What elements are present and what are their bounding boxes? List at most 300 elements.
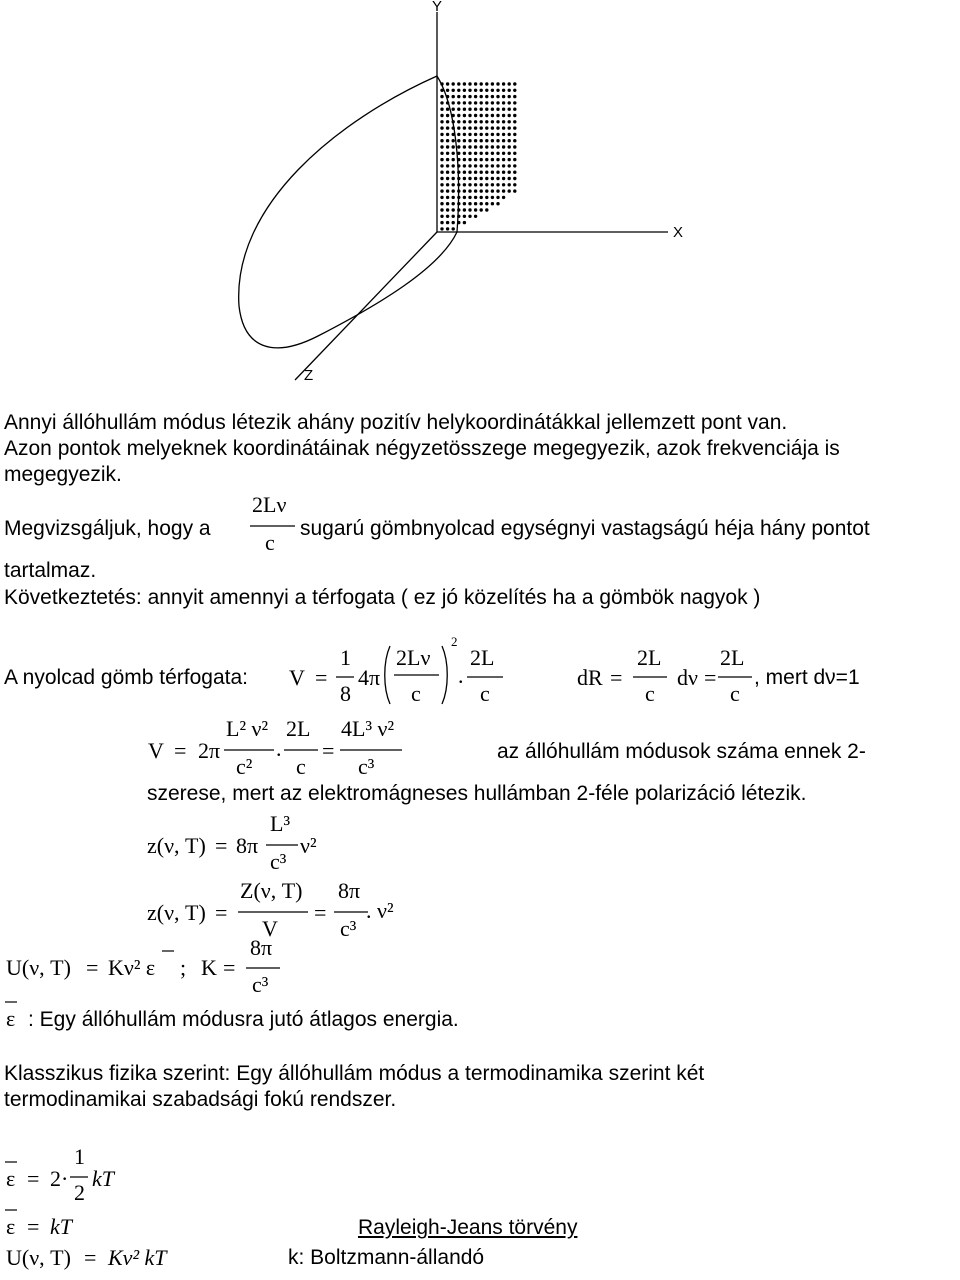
z-axis-line (295, 232, 437, 380)
lattice-point (468, 101, 471, 104)
lattice-point (440, 221, 443, 224)
lattice-point (496, 158, 499, 161)
lattice-point (485, 133, 488, 136)
lattice-point (446, 189, 449, 192)
lattice-point (474, 208, 477, 211)
final-half-num: 1 (74, 1144, 85, 1169)
lattice-point (474, 171, 477, 174)
lattice-point (468, 108, 471, 111)
lattice-point (468, 158, 471, 161)
lattice-point (468, 152, 471, 155)
lattice-point (474, 202, 477, 205)
lattice-point (446, 202, 449, 205)
lattice-point (491, 114, 494, 117)
lattice-point (496, 120, 499, 123)
lattice-point (485, 120, 488, 123)
lattice-point (480, 145, 483, 148)
lattice-point (457, 126, 460, 129)
lattice-point (452, 114, 455, 117)
lattice-point (496, 108, 499, 111)
lattice-point (485, 164, 488, 167)
z2-equals-2: = (314, 900, 327, 925)
lattice-point (463, 114, 466, 117)
lattice-point (474, 101, 477, 104)
lattice-point (452, 221, 455, 224)
lattice-point (468, 183, 471, 186)
lattice-point (508, 145, 511, 148)
dR-lhs: dR (577, 665, 603, 690)
lattice-point (496, 95, 499, 98)
lattice-point (508, 139, 511, 142)
V2-den-2: c (296, 754, 306, 779)
lattice-point (502, 158, 505, 161)
U-equals: = (86, 955, 99, 980)
lattice-point (446, 164, 449, 167)
lattice-point (513, 183, 516, 186)
lattice-point (491, 196, 494, 199)
lattice-point (468, 202, 471, 205)
radius-fraction-numerator: 2Lν (252, 492, 287, 517)
lattice-point (446, 101, 449, 104)
lattice-point (440, 89, 443, 92)
lattice-point (457, 221, 460, 224)
z2-den: V (262, 916, 278, 941)
dR-num: 2L (637, 645, 662, 670)
lattice-point (474, 215, 477, 218)
V2-num-3: 4L³ ν² (341, 716, 395, 741)
lattice-point (480, 95, 483, 98)
lattice-point (496, 126, 499, 129)
lattice-point (508, 152, 511, 155)
lattice-point (457, 177, 460, 180)
lattice-point (480, 171, 483, 174)
lattice-point (508, 177, 511, 180)
lattice-point (457, 89, 460, 92)
axis-y-label: Y (432, 0, 443, 15)
lattice-point (491, 152, 494, 155)
volume-equals: = (315, 665, 328, 690)
lattice-point (457, 171, 460, 174)
lattice-point (502, 171, 505, 174)
lattice-point (457, 82, 460, 85)
lattice-point (496, 164, 499, 167)
lattice-point (452, 177, 455, 180)
lattice-point (480, 139, 483, 142)
lattice-point (452, 145, 455, 148)
lattice-point (457, 95, 460, 98)
lattice-point (491, 133, 494, 136)
lattice-point (491, 145, 494, 148)
eps-definition: : Egy állóhullám módusra jutó átlagos energia. (28, 1008, 459, 1031)
lattice-point (474, 82, 477, 85)
lattice-point (452, 189, 455, 192)
z2-num-2: 8π (338, 878, 361, 903)
V2-comment: az állóhullám módusok száma ennek 2- (497, 740, 866, 763)
lattice-point (440, 208, 443, 211)
volume-num-2L: 2L (470, 645, 495, 670)
z2-tail: . ν² (366, 898, 394, 923)
lattice-point (474, 120, 477, 123)
lattice-point (485, 108, 488, 111)
lattice-point (452, 171, 455, 174)
lattice-point (508, 158, 511, 161)
paragraph-1-line-3: megegyezik. (4, 463, 122, 486)
U-rhs: Kν² ε (108, 955, 156, 980)
lattice-point (502, 108, 505, 111)
lattice-point (452, 196, 455, 199)
lattice-point (480, 202, 483, 205)
lattice-point (468, 114, 471, 117)
lattice-point (496, 189, 499, 192)
lattice-point (463, 183, 466, 186)
lattice-point (496, 196, 499, 199)
lattice-point (463, 208, 466, 211)
U-den: c³ (252, 972, 269, 997)
lattice-point (502, 126, 505, 129)
final-U-lhs: U(ν, T) (6, 1245, 71, 1270)
axis-x-label: X (673, 224, 684, 241)
lattice-point (468, 133, 471, 136)
eps-symbol: ε (6, 1006, 16, 1031)
U-lhs: U(ν, T) (6, 955, 71, 980)
lattice-point (496, 82, 499, 85)
lattice-point (452, 108, 455, 111)
lattice-point (502, 133, 505, 136)
lattice-point (491, 202, 494, 205)
classical-line-1: Klasszikus fizika szerint: Egy állóhullám módus a termodinamika szerint két (4, 1062, 705, 1085)
lattice-point (513, 89, 516, 92)
lattice-point (480, 183, 483, 186)
lattice-point (452, 208, 455, 211)
lattice-point (468, 139, 471, 142)
z1-num: L³ (270, 811, 291, 836)
lattice-point (508, 171, 511, 174)
lattice-point (485, 183, 488, 186)
final-kT-1: kT (92, 1166, 114, 1191)
lattice-point (474, 89, 477, 92)
lattice-point (463, 82, 466, 85)
lattice-point (480, 189, 483, 192)
lattice-point (485, 95, 488, 98)
lattice-point (440, 101, 443, 104)
z2-lhs: z(ν, T) (147, 900, 206, 925)
lattice-point (508, 126, 511, 129)
lattice-point (463, 215, 466, 218)
lattice-point (440, 145, 443, 148)
lattice-point (457, 208, 460, 211)
lattice-point (502, 89, 505, 92)
lattice-point (485, 89, 488, 92)
lattice-point (485, 101, 488, 104)
lattice-point (457, 158, 460, 161)
lattice-point (502, 189, 505, 192)
lattice-point (463, 221, 466, 224)
lattice-point (457, 189, 460, 192)
lattice-point (480, 158, 483, 161)
volume-dot: . (458, 663, 464, 688)
lattice-point (480, 133, 483, 136)
lattice-point (440, 171, 443, 174)
rayleigh-jeans-label: Rayleigh-Jeans törvény (358, 1216, 578, 1239)
z1-equals: = (215, 833, 228, 858)
lattice-point (446, 108, 449, 111)
classical-line-2: termodinamikai szabadsági fokú rendszer. (4, 1088, 397, 1111)
lattice-point (491, 120, 494, 123)
lattice-point (474, 196, 477, 199)
lattice-point (457, 215, 460, 218)
lattice-point (446, 158, 449, 161)
volume-exponent: 2 (451, 634, 458, 649)
lattice-point (502, 120, 505, 123)
lattice-point (457, 183, 460, 186)
lattice-point (513, 126, 516, 129)
lattice-point (463, 95, 466, 98)
boltzmann-label: k: Boltzmann-állandó (288, 1246, 485, 1269)
lattice-point (480, 208, 483, 211)
lattice-point (463, 108, 466, 111)
lattice-point (508, 133, 511, 136)
dR-tail: , mert dν=1 (754, 666, 860, 689)
lattice-point (463, 139, 466, 142)
final-eq-2: = (27, 1214, 40, 1239)
lattice-point (440, 152, 443, 155)
volume-den-c: c (411, 681, 421, 706)
lattice-point (491, 82, 494, 85)
lattice-point (452, 215, 455, 218)
lattice-point (480, 196, 483, 199)
lattice-point (440, 133, 443, 136)
lattice-point (446, 139, 449, 142)
lattice-point (452, 126, 455, 129)
V2-equals-2: = (322, 738, 335, 763)
paragraph-2-line-2: tartalmaz. (4, 559, 97, 582)
V2-den-3: c³ (358, 754, 375, 779)
lattice-point (468, 177, 471, 180)
lattice-point (468, 82, 471, 85)
lattice-point (463, 171, 466, 174)
lattice-point (440, 108, 443, 111)
lattice-point (463, 89, 466, 92)
V2-lhs: V (148, 738, 164, 763)
lattice-point (468, 95, 471, 98)
lattice-point (491, 89, 494, 92)
lattice-point (485, 126, 488, 129)
coordinate-figure (0, 0, 960, 400)
axis-z-label: Z (304, 367, 314, 384)
lattice-point (457, 133, 460, 136)
z2-num: Z(ν, T) (240, 878, 303, 903)
octant-surface-outline (239, 76, 459, 348)
lattice-point (440, 177, 443, 180)
lattice-point (463, 158, 466, 161)
U-separator: ; (180, 955, 187, 980)
lattice-point (452, 158, 455, 161)
lattice-point (440, 126, 443, 129)
lattice-point (513, 120, 516, 123)
lattice-point (508, 120, 511, 123)
lattice-point (452, 202, 455, 205)
lattice-point (440, 196, 443, 199)
lattice-point (502, 82, 505, 85)
lattice-point (452, 139, 455, 142)
lattice-point (508, 82, 511, 85)
lattice-point (513, 101, 516, 104)
lattice-point (474, 152, 477, 155)
lattice-point (446, 126, 449, 129)
lattice-point (440, 189, 443, 192)
lattice-point (474, 133, 477, 136)
volume-den-c2: c (480, 681, 490, 706)
lattice-point (463, 133, 466, 136)
lattice-point (446, 152, 449, 155)
lattice-point (468, 145, 471, 148)
lattice-point (485, 139, 488, 142)
lattice-point (457, 114, 460, 117)
lattice-point (491, 189, 494, 192)
lattice-point (485, 82, 488, 85)
lattice-point (440, 227, 443, 230)
lattice-point (452, 152, 455, 155)
lattice-point (452, 183, 455, 186)
lattice-point (463, 145, 466, 148)
lattice-point (496, 133, 499, 136)
paragraph-1-line-2: Azon pontok melyeknek koordinátáinak négyzetösszege megegyezik, azok frekvenciája is (4, 437, 840, 460)
lattice-point (457, 152, 460, 155)
lattice-point (513, 164, 516, 167)
lattice-point (502, 114, 505, 117)
lattice-point (457, 120, 460, 123)
lattice-point (446, 227, 449, 230)
lattice-point (474, 177, 477, 180)
lattice-point (513, 177, 516, 180)
lattice-point (508, 183, 511, 186)
lattice-point (446, 196, 449, 199)
lattice-point (491, 158, 494, 161)
lattice-point (502, 101, 505, 104)
lattice-point (508, 108, 511, 111)
lattice-point (508, 114, 511, 117)
lattice-point (468, 126, 471, 129)
lattice-point (491, 139, 494, 142)
V2-comment-2: szerese, mert az elektromágneses hullámban 2-féle polarizáció létezik. (147, 782, 807, 805)
lattice-point (513, 171, 516, 174)
final-eq-1: = (27, 1166, 40, 1191)
lattice-point (440, 183, 443, 186)
lattice-point (468, 196, 471, 199)
lattice-point (463, 152, 466, 155)
lattice-point (485, 208, 488, 211)
lattice-point (468, 171, 471, 174)
lattice-point (513, 152, 516, 155)
z1-tail: ν² (300, 833, 317, 858)
volume-coefficient: 4π (358, 665, 381, 690)
z2-equals: = (215, 900, 228, 925)
lattice-point (491, 171, 494, 174)
lattice-point (440, 82, 443, 85)
lattice-point (485, 171, 488, 174)
lattice-point (502, 164, 505, 167)
lattice-point (474, 139, 477, 142)
lattice-point (502, 139, 505, 142)
lattice-point (463, 126, 466, 129)
lattice-point (474, 108, 477, 111)
lattice-point (452, 95, 455, 98)
lattice-point (496, 145, 499, 148)
dR-equals: = (610, 665, 623, 690)
lattice-point (474, 126, 477, 129)
lattice-point (513, 82, 516, 85)
lattice-point (508, 164, 511, 167)
lattice-point (474, 114, 477, 117)
lattice-point (446, 133, 449, 136)
lattice-point (468, 164, 471, 167)
lattice-point (508, 101, 511, 104)
lattice-point (457, 164, 460, 167)
lattice-point (440, 139, 443, 142)
lattice-point (440, 95, 443, 98)
lattice-point (457, 101, 460, 104)
V2-dot: . (276, 736, 282, 761)
volume-eight: 8 (340, 681, 351, 706)
dR-den: c (645, 681, 655, 706)
lattice-point (463, 177, 466, 180)
lattice-point (480, 108, 483, 111)
lattice-point (440, 120, 443, 123)
lattice-point (446, 183, 449, 186)
lattice-point (480, 126, 483, 129)
lattice-point (491, 126, 494, 129)
lattice-point (491, 164, 494, 167)
lattice-point (452, 120, 455, 123)
lattice-point (496, 177, 499, 180)
lattice-point (440, 114, 443, 117)
lattice-point (502, 196, 505, 199)
lattice-point (513, 108, 516, 111)
lattice-point (513, 145, 516, 148)
lattice-point (496, 202, 499, 205)
lattice-point (508, 89, 511, 92)
radius-fraction-denominator: c (265, 530, 275, 555)
U-equals-K: = (223, 955, 236, 980)
lattice-point (457, 202, 460, 205)
lattice-point (463, 120, 466, 123)
lattice-point (513, 95, 516, 98)
lattice-point (446, 120, 449, 123)
lattice-point (485, 202, 488, 205)
lattice-point (480, 164, 483, 167)
lattice-point (502, 145, 505, 148)
final-U-rhs: Kν² kT (108, 1245, 167, 1270)
lattice-point (440, 164, 443, 167)
lattice-point (496, 89, 499, 92)
lattice-point (468, 189, 471, 192)
paragraph-1-line-1: Annyi állóhullám módus létezik ahány pozitív helykoordinátákkal jellemzett pont van. (4, 411, 788, 434)
lattice-point (480, 120, 483, 123)
lattice-point (452, 82, 455, 85)
lattice-point (457, 108, 460, 111)
lattice-point (452, 101, 455, 104)
lattice-point (502, 95, 505, 98)
lattice-point (480, 114, 483, 117)
lattice-point (480, 89, 483, 92)
final-eps-1: ε (6, 1166, 16, 1191)
lattice-point (446, 221, 449, 224)
lattice-point (468, 215, 471, 218)
lattice-point (452, 164, 455, 167)
lattice-points (440, 82, 516, 230)
V2-coefficient: 2π (198, 738, 221, 763)
paragraph-2-after: sugarú gömbnyolcad egységnyi vastagságú héja hány pontot (300, 517, 870, 540)
